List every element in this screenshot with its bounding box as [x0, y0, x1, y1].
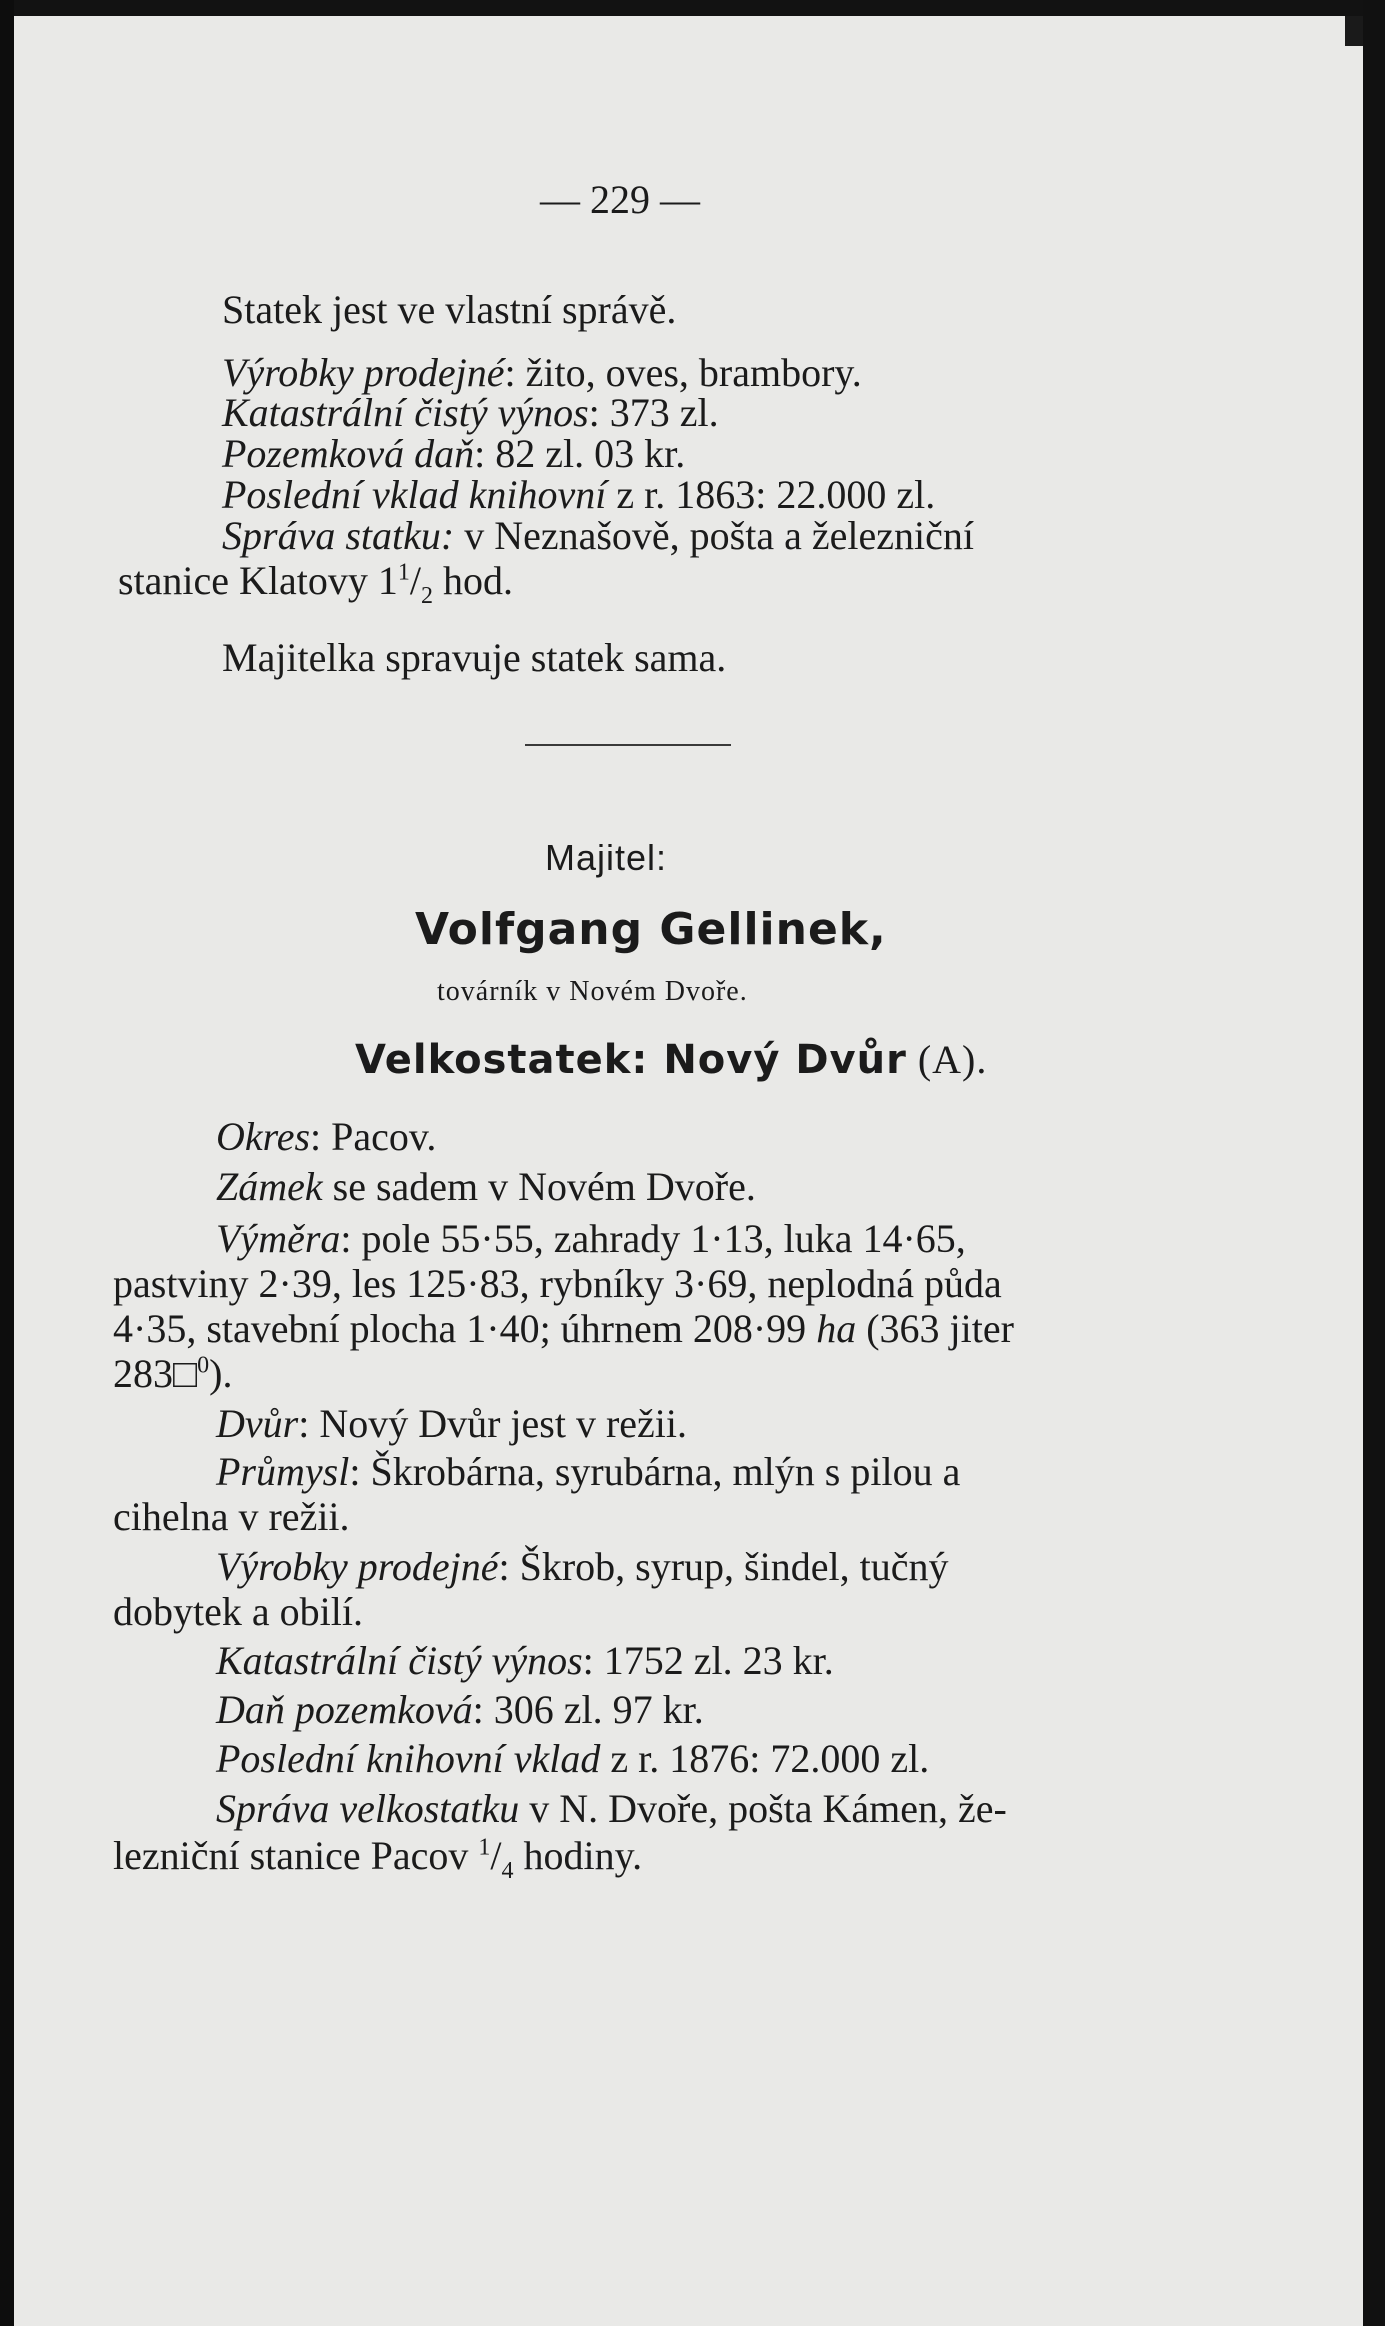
area-line-2: pastviny 2·39, les 125·83, rybníky 3·69, neplodná půda: [113, 1261, 1002, 1306]
scan-corner: [1345, 16, 1363, 46]
page-number: — 229 —: [540, 177, 700, 222]
estate-admin-line-b2: lezniční stanice Pacov $^1/_4$ hodiny.: [113, 1833, 643, 1884]
owner-occupation: továrník v Novém Dvoře.: [437, 976, 748, 1007]
products-line: Výrobky prodejné: žito, oves, brambory.: [222, 350, 862, 395]
last-deposit-line-2: Poslední knihovní vklad z r. 1876: 72.000 zl.: [216, 1736, 930, 1781]
last-deposit-line: Poslední vklad knihovní z r. 1863: 22.000 zl.: [222, 472, 936, 517]
land-tax-line: Pozemková daň: 82 zl. 03 kr.: [222, 431, 686, 476]
products-line-1: Výrobky prodejné: Škrob, syrup, šindel, tučný: [216, 1544, 949, 1589]
cadastral-yield-line: Katastrální čistý výnos: 373 zl.: [222, 390, 719, 435]
area-line-1: Výměra: pole 55·55, zahrady 1·13, luka 14·65,: [216, 1216, 966, 1261]
scan-edge-left: [0, 0, 14, 2326]
farm-line: Dvůr: Nový Dvůr jest v režii.: [216, 1401, 688, 1446]
area-line-4: 283□$^0$).: [113, 1351, 233, 1396]
scan-edge-top: [0, 0, 1385, 16]
management-note: Statek jest ve vlastní správě.: [222, 287, 677, 332]
industry-line-1: Průmysl: Škrobárna, syrubárna, mlýn s pilou a: [216, 1449, 961, 1494]
chateau-line: Zámek se sadem v Novém Dvoře.: [216, 1164, 756, 1209]
industry-line-2: cihelna v režii.: [113, 1494, 350, 1539]
owner-label: Majitel:: [545, 837, 668, 878]
area-line-3: 4·35, stavební plocha 1·40; úhrnem 208·99 ha (363 jiter: [113, 1306, 1014, 1351]
section-divider: [525, 744, 731, 746]
estate-admin-line-b1: Správa velkostatku v N. Dvoře, pošta Kámen, že-: [216, 1786, 1007, 1831]
estate-admin-line-2: stanice Klatovy $1^1/_2$ hod.: [118, 558, 514, 609]
owner-name: Volfgang Gellinek,: [415, 904, 887, 955]
land-tax-line-2: Daň pozemková: 306 zl. 97 kr.: [216, 1687, 704, 1732]
scan-edge-right: [1363, 0, 1385, 2326]
products-line-2: dobytek a obilí.: [113, 1589, 363, 1634]
owner-manages-note: Majitelka spravuje statek sama.: [222, 635, 727, 680]
estate-admin-line: Správa statku: v Neznašově, pošta a železniční: [222, 513, 974, 558]
cadastral-yield-line-2: Katastrální čistý výnos: 1752 zl. 23 kr.: [216, 1638, 834, 1683]
estate-title: Velkostatek: Nový Dvůr (A).: [355, 1037, 988, 1083]
district-line: Okres: Pacov.: [216, 1114, 437, 1159]
